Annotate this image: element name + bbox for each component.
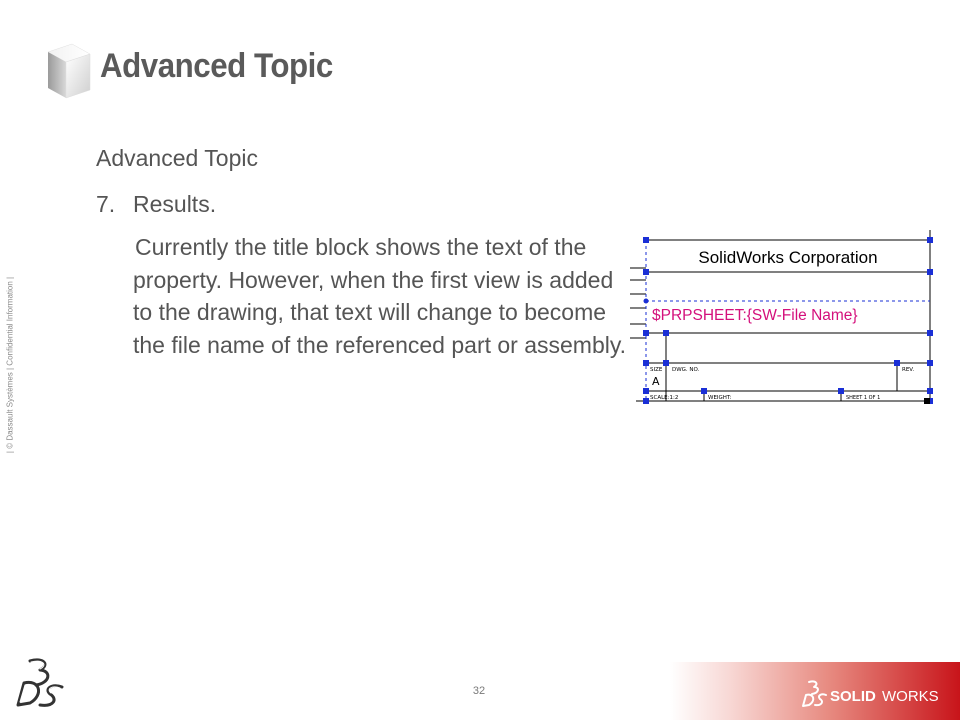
tb-dwg-no-label: DWG. NO. — [672, 367, 700, 373]
title-block-image — [630, 228, 940, 408]
solidworks-logo-icon — [800, 679, 950, 709]
tb-size-value: A — [652, 375, 660, 388]
tb-weight-label: WEIGHT: — [708, 395, 732, 401]
slide-title: Advanced Topic — [100, 47, 333, 85]
brand-suffix: WORKS — [882, 688, 939, 705]
slide-subtitle: Advanced Topic — [96, 145, 258, 171]
tb-company: SolidWorks Corporation — [698, 248, 878, 267]
tb-sheet-label: SHEET 1 OF 1 — [846, 395, 881, 401]
step-number: 7. — [96, 191, 116, 217]
step-description: Currently the title block shows the text of the property. However, when the first view is added to the drawing, that text will change to become the file name of the referenced part or assembly. — [133, 234, 627, 358]
cube-icon — [44, 42, 92, 100]
page-number: 32 — [472, 685, 486, 697]
tb-rev-label: REV. — [902, 367, 915, 373]
tb-property: $PRPSHEET:{SW-File Name} — [652, 307, 858, 324]
step-text: Results. — [133, 191, 217, 217]
confidentiality-note — [2, 270, 18, 460]
tb-scale-label: SCALE:1:2 — [650, 395, 679, 401]
tb-size-label: SIZE — [650, 367, 663, 373]
dassault-logo-icon — [10, 655, 70, 710]
confidentiality-text: | © Dassault Systèmes | Confidential Information | — [5, 276, 15, 454]
step-item — [96, 191, 216, 218]
brand-prefix: SOLID — [830, 688, 876, 705]
